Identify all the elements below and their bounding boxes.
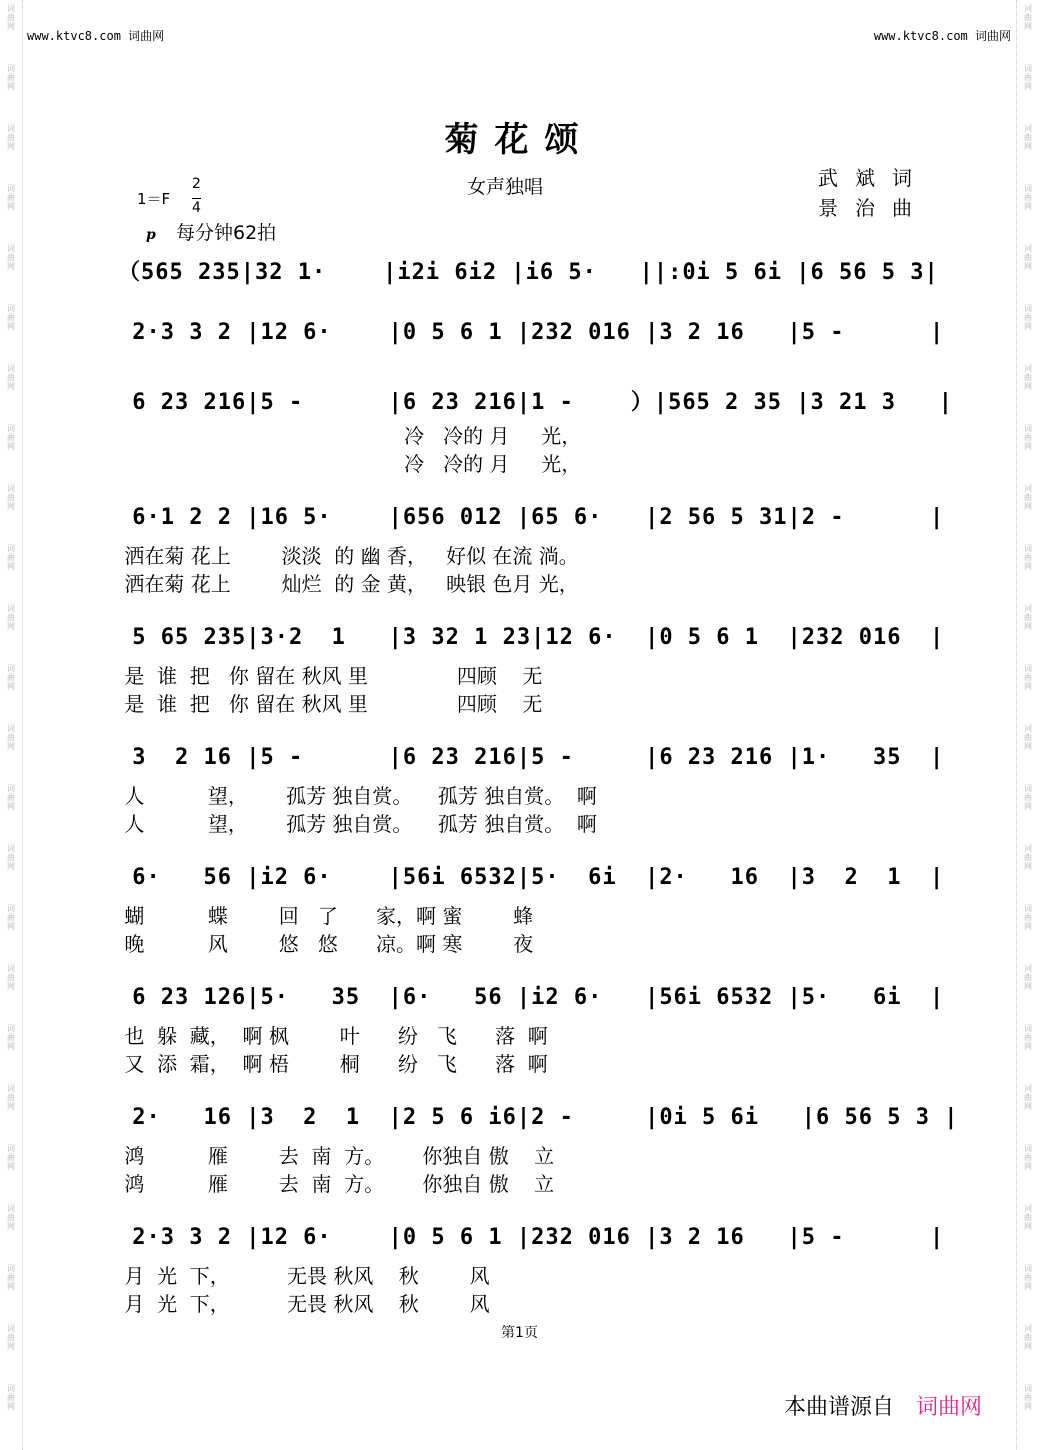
score-row-7	[118, 862, 948, 956]
notes-line: 5 65 235|3·2 1 |3 32 1 23|12 6· |0 5 6 1 |232 016 |	[118, 625, 945, 650]
footer-source-label: 本曲谱源自	[784, 1395, 895, 1420]
left-margin-strip	[0, 0, 23, 1450]
key-signature: 1＝F	[137, 190, 171, 208]
margin-watermark: 词 曲 网	[1024, 724, 1032, 751]
margin-watermark: 词 曲 网	[1024, 604, 1032, 631]
score-row-9	[118, 1102, 959, 1196]
lyric-verse-2: 人 望， 孤芳 独自赏。 孤芳 独自赏。 啊	[118, 812, 597, 836]
right-margin-strip	[1016, 0, 1039, 1450]
margin-watermark: 词 曲 网	[1024, 544, 1032, 571]
margin-watermark: 词 曲 网	[7, 544, 15, 571]
composer-credit: 景治曲	[818, 196, 929, 220]
lyric-verse-1: 鸿 雁 去 南 方。 你独自 傲 立	[118, 1144, 555, 1168]
margin-watermark: 词 曲 网	[1024, 1024, 1032, 1051]
margin-watermark: 词 曲 网	[1024, 304, 1032, 331]
margin-watermark: 词 曲 网	[1024, 1084, 1032, 1111]
margin-watermark: 词 曲 网	[1024, 664, 1032, 691]
song-title: 菊花颂	[444, 120, 595, 160]
footer-brand-link[interactable]: 词曲网	[916, 1395, 983, 1420]
lyricist-credit: 武斌词	[818, 166, 929, 190]
notes-line: （565 235|32 1· |i2i 6i2 |i6 5· ||:0i 5 6i |6 56 5 3|	[118, 260, 939, 285]
margin-watermark: 词 曲 网	[1024, 844, 1032, 871]
notes-line: 6· 56 |i2 6· |56i 6532|5· 6i |2· 16 |3 2 1 |	[118, 865, 945, 890]
notes-line: 6·1 2 2 |16 5· |656 012 |65 6· |2 56 5 31|2 - |	[118, 505, 945, 530]
margin-watermark: 词 曲 网	[1024, 964, 1032, 991]
lyric-verse-2: 洒在菊 花上 灿烂 的 金 黄， 映银 色月 光，	[118, 572, 579, 596]
score-row-8	[118, 982, 948, 1076]
lyric-verse-2: 冷 冷的 月 光，	[118, 452, 582, 476]
lyric-verse-2: 鸿 雁 去 南 方。 你独自 傲 立	[118, 1172, 555, 1196]
margin-watermark: 词 曲 网	[7, 244, 15, 271]
score-row-10	[118, 1222, 948, 1316]
margin-watermark: 词 曲 网	[7, 1084, 15, 1111]
margin-watermark: 词 曲 网	[7, 184, 15, 211]
dynamic-marking: p	[146, 227, 156, 243]
lyric-verse-1: 冷 冷的 月 光，	[118, 424, 582, 448]
lyric-verse-2: 是 谁 把 你 留在 秋风 里 四顾 无	[118, 692, 543, 716]
margin-watermark: 词 曲 网	[1024, 244, 1032, 271]
tempo-marking: 每分钟62拍	[176, 222, 277, 244]
lyric-verse-1: 蝴 蝶 回 了 家，啊 蜜 蜂	[118, 904, 534, 928]
time-signature-bottom: 4	[192, 200, 201, 216]
header-url-left[interactable]: www.ktvc8.com 词曲网	[27, 29, 165, 43]
margin-watermark: 词 曲 网	[7, 664, 15, 691]
header-url-right[interactable]: www.ktvc8.com 词曲网	[873, 29, 1011, 43]
page-number: 第1页	[501, 1325, 538, 1341]
lyric-verse-2: 又 添 霜， 啊 梧 桐 纷 飞 落 啊	[118, 1052, 548, 1076]
notes-line: 6 23 126|5· 35 |6· 56 |i2 6· |56i 6532 |5· 6i |	[118, 985, 945, 1010]
lyric-verse-2: 月 光 下， 无畏 秋风 秋 风	[118, 1292, 490, 1316]
margin-watermark: 词 曲 网	[7, 1204, 15, 1231]
lyric-verse-1: 也 躲 藏， 啊 枫 叶 纷 飞 落 啊	[118, 1024, 548, 1048]
notes-line: 2·3 3 2 |12 6· |0 5 6 1 |232 016 |3 2 16 |5 - |	[118, 320, 945, 345]
margin-watermark: 词 曲 网	[1024, 1384, 1032, 1411]
margin-watermark: 词 曲 网	[7, 604, 15, 631]
lyric-verse-1: 洒在菊 花上 淡淡 的 幽 香， 好似 在流 淌。	[118, 544, 579, 568]
margin-watermark: 词 曲 网	[7, 364, 15, 391]
lyric-verse-1: 人 望， 孤芳 独自赏。 孤芳 独自赏。 啊	[118, 784, 597, 808]
margin-watermark: 词 曲 网	[7, 424, 15, 451]
margin-watermark: 词 曲 网	[7, 844, 15, 871]
margin-watermark: 词 曲 网	[1024, 1144, 1032, 1171]
notes-line: 2·3 3 2 |12 6· |0 5 6 1 |232 016 |3 2 16 |5 - |	[118, 1225, 945, 1250]
lyric-verse-1: 月 光 下， 无畏 秋风 秋 风	[118, 1264, 490, 1288]
margin-watermark: 词 曲 网	[1024, 1324, 1032, 1351]
margin-watermark: 词 曲 网	[7, 4, 15, 31]
lyric-verse-1: 是 谁 把 你 留在 秋风 里 四顾 无	[118, 664, 543, 688]
notes-line: 6 23 216|5 - |6 23 216|1 - ）|565 2 35 |3 21 3 |	[118, 390, 953, 415]
notes-line: 2· 16 |3 2 1 |2 5 6 i6|2 - |0i 5 6i |6 56 5 3 |	[118, 1105, 959, 1130]
notes-line: 3 2 16 |5 - |6 23 216|5 - |6 23 216 |1· 35 |	[118, 745, 945, 770]
margin-watermark: 词 曲 网	[1024, 4, 1032, 31]
margin-watermark: 词 曲 网	[7, 964, 15, 991]
margin-watermark: 词 曲 网	[1024, 1264, 1032, 1291]
margin-watermark: 词 曲 网	[7, 904, 15, 931]
score-row-3	[118, 382, 953, 476]
margin-watermark: 词 曲 网	[1024, 424, 1032, 451]
margin-watermark: 词 曲 网	[7, 1144, 15, 1171]
score-row-5	[118, 622, 948, 716]
score-row-1	[118, 252, 948, 316]
score-row-2	[118, 317, 948, 381]
lyric-verse-2: 晚 风 悠 悠 凉。啊 寒 夜	[118, 932, 534, 956]
footer-source	[784, 1390, 982, 1421]
margin-watermark: 词 曲 网	[1024, 64, 1032, 91]
margin-watermark: 词 曲 网	[7, 304, 15, 331]
margin-watermark: 词 曲 网	[7, 784, 15, 811]
margin-watermark: 词 曲 网	[7, 1324, 15, 1351]
margin-watermark: 词 曲 网	[7, 484, 15, 511]
margin-watermark: 词 曲 网	[7, 1384, 15, 1411]
margin-watermark: 词 曲 网	[1024, 364, 1032, 391]
margin-watermark: 词 曲 网	[1024, 124, 1032, 151]
margin-watermark: 词 曲 网	[1024, 484, 1032, 511]
time-signature-top: 2	[192, 176, 201, 192]
margin-watermark: 词 曲 网	[1024, 1204, 1032, 1231]
margin-watermark: 词 曲 网	[7, 64, 15, 91]
margin-watermark: 词 曲 网	[7, 124, 15, 151]
score-row-6	[118, 742, 948, 836]
margin-watermark: 词 曲 网	[1024, 904, 1032, 931]
margin-watermark: 词 曲 网	[1024, 184, 1032, 211]
margin-watermark: 词 曲 网	[7, 1024, 15, 1051]
margin-watermark: 词 曲 网	[7, 724, 15, 751]
margin-watermark: 词 曲 网	[7, 1264, 15, 1291]
score-row-4	[118, 502, 948, 596]
margin-watermark: 词 曲 网	[1024, 784, 1032, 811]
song-subtitle: 女声独唱	[467, 176, 544, 198]
